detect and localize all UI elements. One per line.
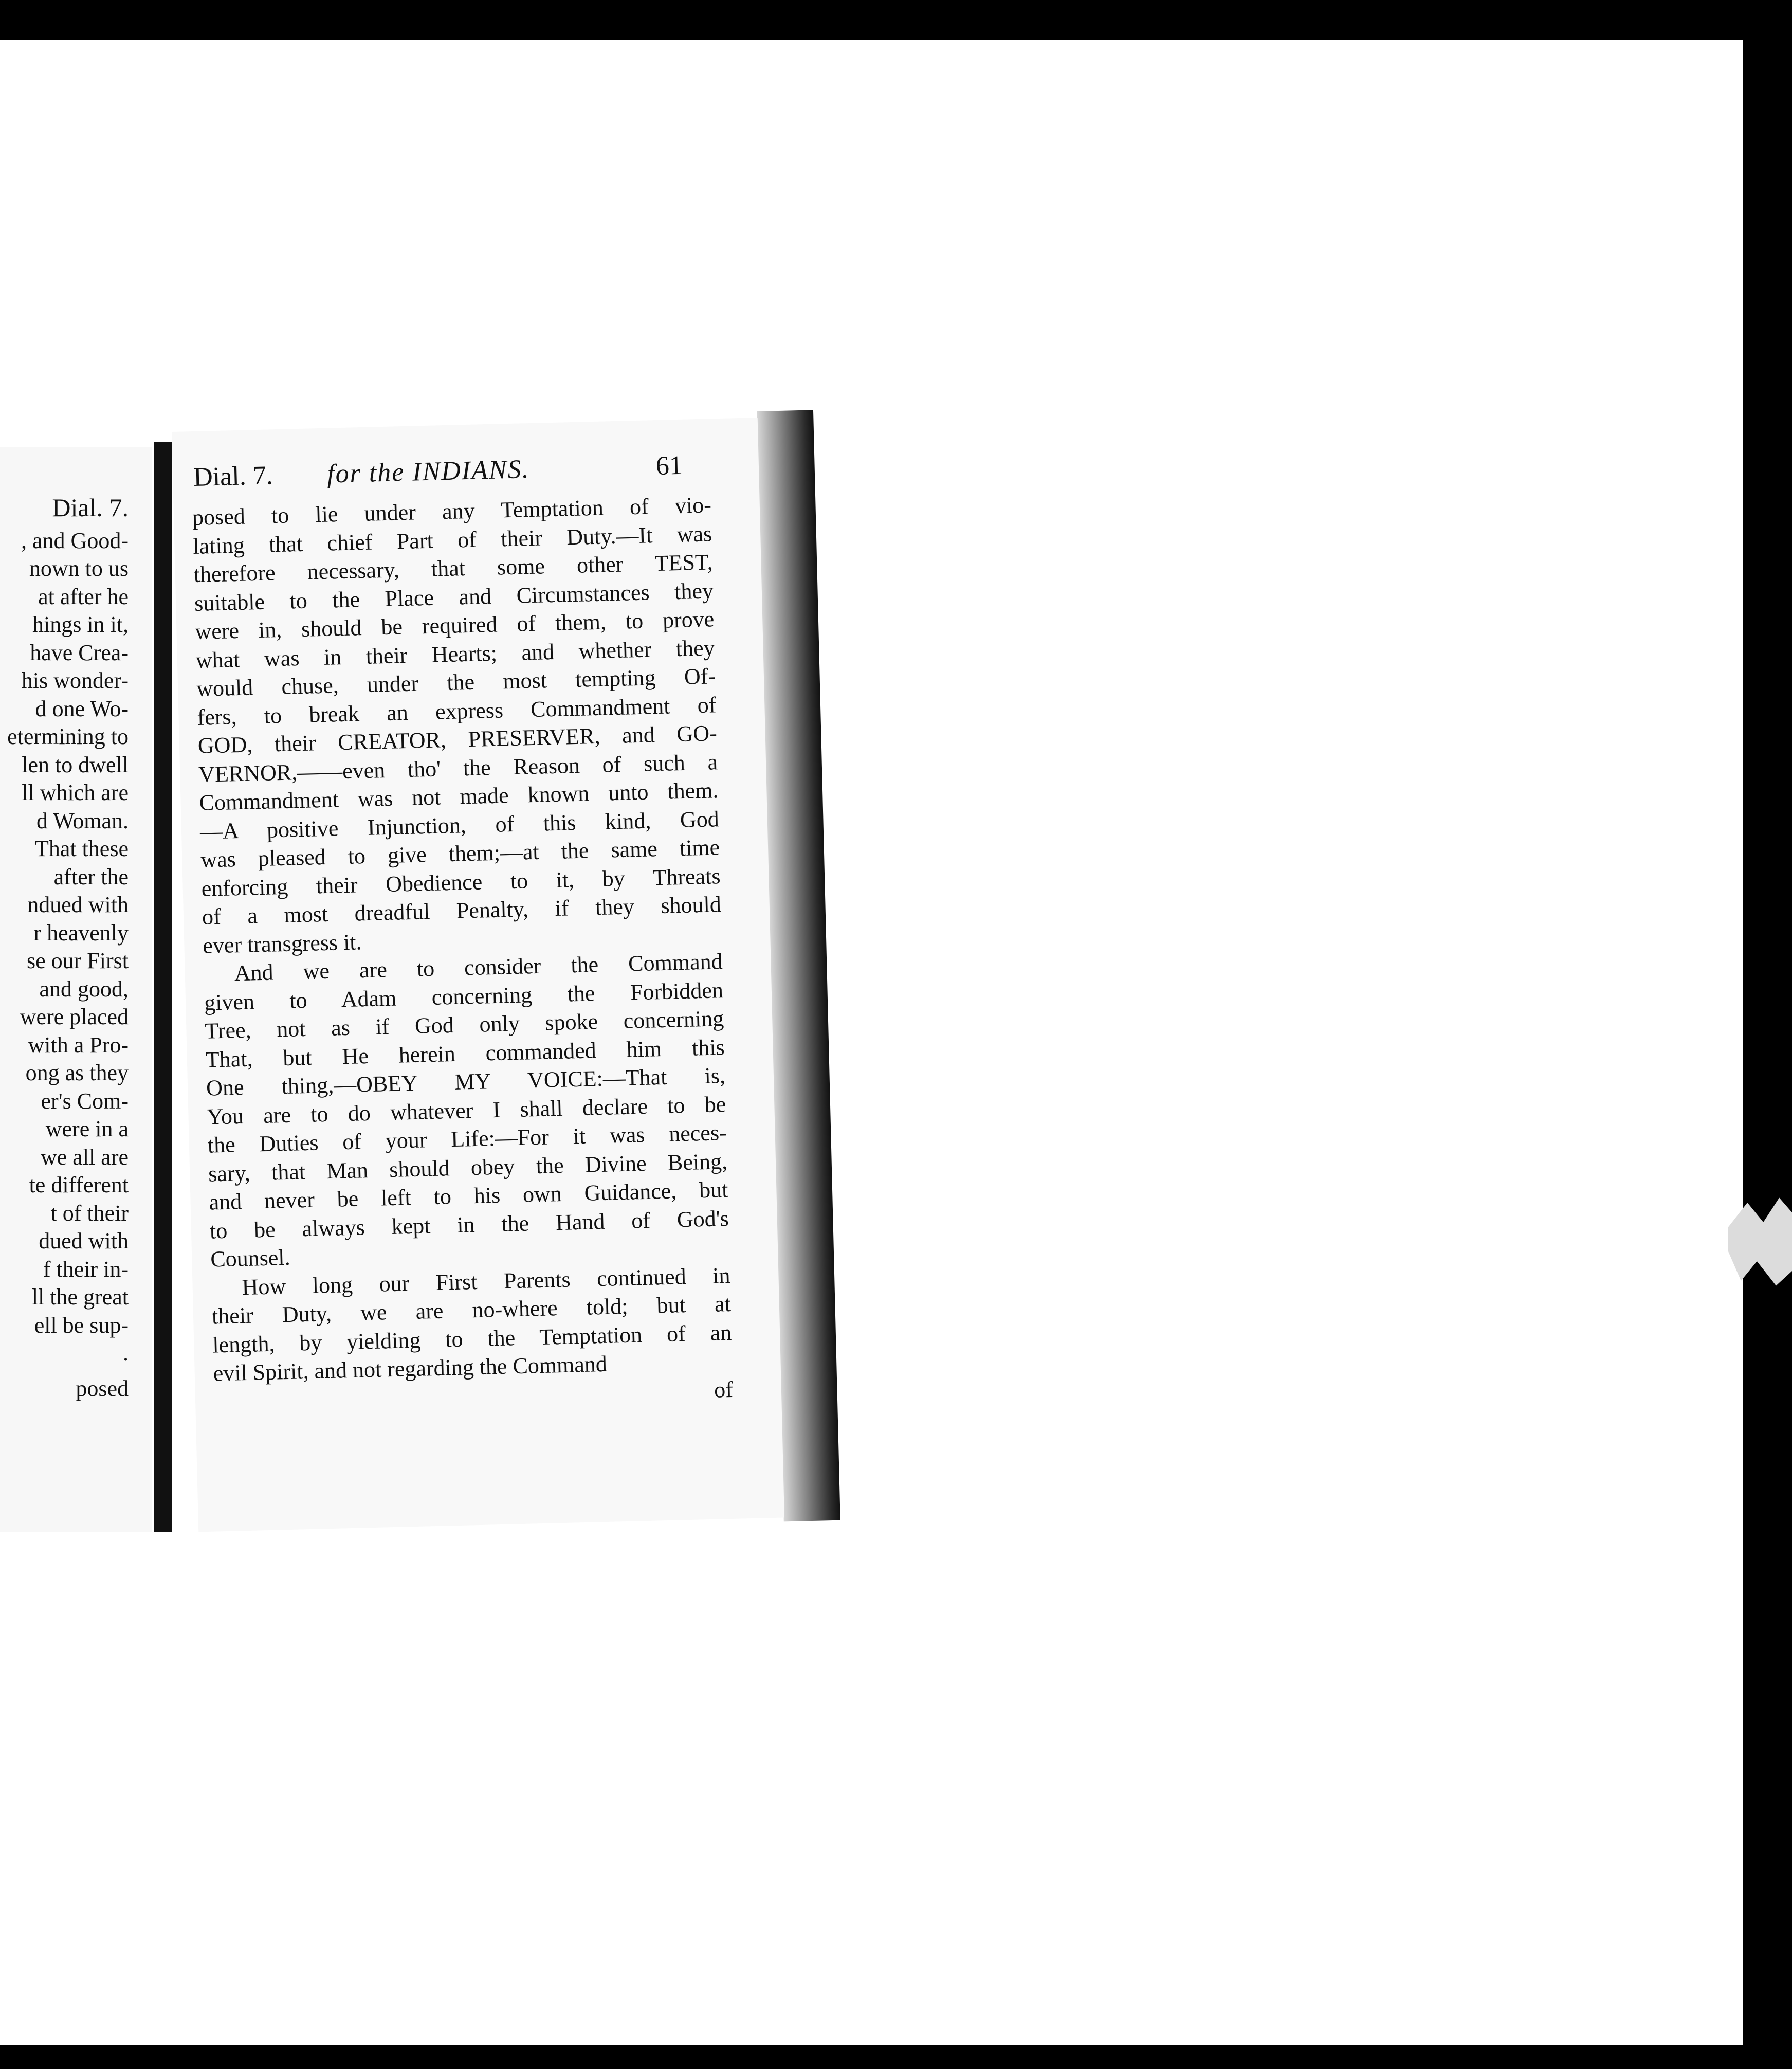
- right-page: [172, 418, 784, 1532]
- text-line: f their in-: [43, 1256, 129, 1282]
- text-line: given to Adam concerning the Forbidden: [204, 977, 724, 1015]
- text-line: How long our First Parents continued in: [242, 1262, 730, 1300]
- text-line: and never be left to his own Guidance, but: [209, 1177, 728, 1215]
- text-line: GOD, their CREATOR, PRESERVER, and GO-: [197, 720, 718, 758]
- text-line: er's Com-: [41, 1088, 129, 1114]
- text-line: have Crea-: [30, 640, 129, 665]
- text-line: That these: [34, 836, 129, 861]
- text-line: lating that chief Part of their Duty.—It was: [192, 520, 712, 559]
- text-line: to be always kept in the Hand of God's: [209, 1205, 729, 1244]
- text-line: —A positive Injunction, of this kind, God: [199, 806, 720, 844]
- text-line: ll the great: [31, 1284, 129, 1310]
- text-line: suitable to the Place and Circumstances they: [194, 577, 714, 616]
- page-number: 61: [655, 450, 683, 481]
- text-line: nown to us: [29, 556, 129, 581]
- text-line: fers, to break an express Commandment of: [196, 692, 717, 730]
- text-line: dued with: [39, 1228, 129, 1254]
- scan-border-right: [1743, 0, 1792, 2069]
- text-line: d one Wo-: [35, 696, 129, 721]
- text-line: evil Spirit, and not regarding the Command: [213, 1351, 608, 1386]
- text-line: at after he: [38, 584, 129, 609]
- text-line: And we are to consider the Command: [234, 949, 723, 986]
- text-line: ndued with: [27, 892, 129, 917]
- text-line: would chuse, under the most tempting Of-: [196, 663, 716, 701]
- text-line: and good,: [39, 976, 129, 1002]
- text-line: hings in it,: [32, 612, 129, 637]
- text-line: r heavenly: [33, 920, 129, 946]
- scan-border-top: [0, 0, 1792, 40]
- text-line: t of their: [50, 1200, 129, 1226]
- text-line: se our First: [27, 948, 129, 973]
- text-line: after the: [53, 864, 129, 890]
- text-line: their Duty, we are no-where told; but at: [211, 1291, 732, 1329]
- text-line: with a Pro-: [28, 1032, 129, 1058]
- left-running-head: Dial. 7.: [52, 493, 129, 522]
- text-line: Counsel.: [210, 1244, 291, 1272]
- text-line: .: [123, 1340, 129, 1366]
- right-catchword: of: [714, 1376, 734, 1403]
- text-line: ll which are: [22, 780, 129, 805]
- left-catchword: posed: [76, 1375, 129, 1401]
- running-head-dial: Dial. 7.: [193, 461, 273, 492]
- text-line: VERNOR,——even tho' the Reason of such a: [198, 749, 718, 787]
- text-line: we all are: [41, 1144, 129, 1170]
- text-line: posed to lie under any Temptation of vio-: [192, 492, 712, 531]
- text-line: ong as they: [25, 1060, 129, 1085]
- text-line: , and Good-: [21, 528, 129, 553]
- book-gutter: [154, 442, 172, 1532]
- right-page-lines: [192, 491, 733, 1388]
- scan-border-bottom: [0, 2045, 1792, 2069]
- text-line: enforcing their Obedience to it, by Threats: [201, 863, 721, 901]
- left-page-lines: [0, 527, 129, 1368]
- left-page-text: [0, 494, 129, 1403]
- text-line: his wonder-: [21, 668, 129, 693]
- text-line: len to dwell: [22, 752, 129, 777]
- text-line: the Duties of your Life:—For it was neces-: [207, 1120, 727, 1158]
- text-line: were placed: [20, 1004, 129, 1029]
- text-line: te different: [29, 1172, 129, 1197]
- text-line: One thing,—OBEY MY VOICE:—That is,: [206, 1063, 726, 1101]
- text-line: sary, that Man should obey the Divine Being,: [208, 1148, 728, 1187]
- text-line: Tree, not as if God only spoke concerning: [204, 1006, 724, 1044]
- text-line: That, but He herein commanded him this: [205, 1034, 725, 1073]
- text-line: therefore necessary, that some other TEST,: [193, 549, 714, 588]
- text-line: Commandment was not made known unto them.: [199, 777, 719, 815]
- text-line: length, by yielding to the Temptation of an: [212, 1319, 732, 1358]
- text-line: were in, should be required of them, to prove: [194, 606, 715, 644]
- text-line: were in a: [45, 1116, 129, 1141]
- text-line: You are to do whatever I shall declare to be: [206, 1091, 726, 1130]
- text-line: what was in their Hearts; and whether they: [195, 634, 716, 673]
- text-line: etermining to: [7, 724, 129, 749]
- right-page-text: [192, 491, 733, 1416]
- right-running-head: [193, 450, 707, 492]
- text-line: d Woman.: [36, 808, 129, 833]
- text-line: ever transgress it.: [202, 929, 362, 958]
- text-line: ell be sup-: [34, 1312, 129, 1338]
- text-line: of a most dreadful Penalty, if they should: [202, 892, 722, 930]
- running-head-title: for the INDIANS.: [326, 455, 531, 489]
- text-line: was pleased to give them;—at the same time: [200, 834, 720, 873]
